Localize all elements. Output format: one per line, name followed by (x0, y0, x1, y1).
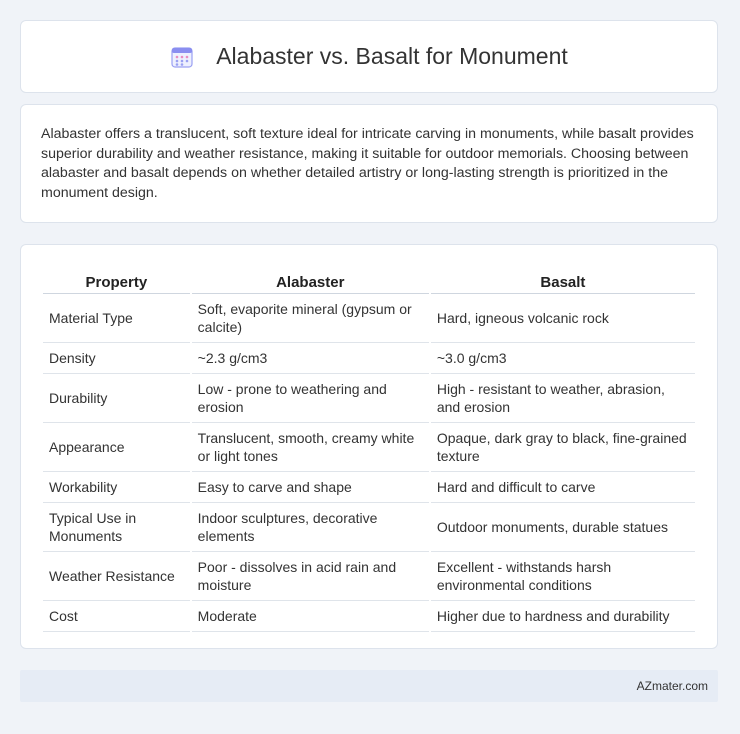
basalt-cell: Hard and difficult to carve (431, 472, 695, 503)
property-cell: Material Type (43, 294, 190, 343)
alabaster-cell: ~2.3 g/cm3 (192, 343, 429, 374)
comparison-table (41, 265, 697, 632)
basalt-cell: ~3.0 g/cm3 (431, 343, 695, 374)
alabaster-cell: Easy to carve and shape (192, 472, 429, 503)
basalt-cell: Excellent - withstands harsh environmental conditions (431, 552, 695, 601)
table-row (43, 294, 695, 343)
property-cell: Typical Use in Monuments (43, 503, 190, 552)
basalt-cell: High - resistant to weather, abrasion, and erosion (431, 374, 695, 423)
basalt-cell: Higher due to hardness and durability (431, 601, 695, 632)
title-card (20, 20, 718, 93)
alabaster-cell: Poor - dissolves in acid rain and moisture (192, 552, 429, 601)
alabaster-cell: Indoor sculptures, decorative elements (192, 503, 429, 552)
alabaster-cell: Moderate (192, 601, 429, 632)
comparison-card (20, 244, 718, 649)
alabaster-cell: Low - prone to weathering and erosion (192, 374, 429, 423)
table-row (43, 423, 695, 472)
table-row (43, 374, 695, 423)
basalt-cell: Hard, igneous volcanic rock (431, 294, 695, 343)
page-title: Alabaster vs. Basalt for Monument (216, 43, 568, 69)
footer (20, 670, 718, 702)
property-cell: Durability (43, 374, 190, 423)
intro-card (20, 104, 718, 223)
property-cell: Density (43, 343, 190, 374)
alabaster-cell: Soft, evaporite mineral (gypsum or calcite) (192, 294, 429, 343)
table-row (43, 343, 695, 374)
table-header-row (43, 265, 695, 294)
footer-brand-link[interactable]: AZmater.com (636, 679, 708, 693)
table-row (43, 503, 695, 552)
property-cell: Weather Resistance (43, 552, 190, 601)
table-row (43, 472, 695, 503)
intro-paragraph: Alabaster offers a translucent, soft texture ideal for intricate carving in monuments, while basalt provides superior durability and weather resistance, making it suitable for outdoor memorials. Choosing between alabaster and basalt depends on whether detailed artistry or long-lasting strength is prioritized in the monument design. (41, 126, 694, 201)
basalt-cell: Outdoor monuments, durable statues (431, 503, 695, 552)
table-row (43, 601, 695, 632)
table-row (43, 552, 695, 601)
calendar-icon (170, 45, 194, 69)
column-header-basalt: Basalt (431, 265, 695, 294)
alabaster-cell: Translucent, smooth, creamy white or light tones (192, 423, 429, 472)
property-cell: Cost (43, 601, 190, 632)
property-cell: Appearance (43, 423, 190, 472)
column-header-property: Property (43, 265, 190, 294)
column-header-alabaster: Alabaster (192, 265, 429, 294)
basalt-cell: Opaque, dark gray to black, fine-grained texture (431, 423, 695, 472)
property-cell: Workability (43, 472, 190, 503)
